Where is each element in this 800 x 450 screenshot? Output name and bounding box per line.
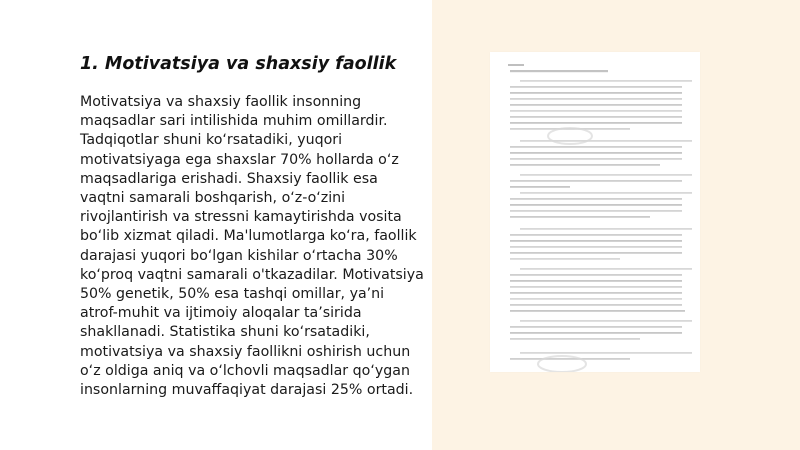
document-text-line [510, 286, 682, 288]
document-text-line [510, 146, 682, 148]
document-text-line [510, 298, 682, 300]
document-text-line [510, 292, 682, 294]
document-text-line [510, 258, 620, 260]
document-text-line [510, 180, 682, 182]
document-text-line [510, 304, 682, 306]
document-text-line [510, 310, 685, 312]
document-text-line [520, 140, 692, 142]
document-text-line [510, 70, 608, 72]
document-text-line [520, 268, 692, 270]
document-text-line [510, 204, 682, 206]
document-text-line [510, 198, 682, 200]
document-text-line [510, 104, 682, 106]
document-text-line [520, 192, 692, 194]
document-text-line [508, 64, 524, 66]
document-text-line [510, 332, 682, 334]
document-text-line [510, 92, 682, 94]
document-text-line [510, 246, 682, 248]
slide-body-text: Motivatsiya va shaxsiy faollik insonning maqsadlar sari intilishida muhim omillardir. Tadqiqotlar shuni ko‘rsatadiki, yuqori motivatsiyaga ega shaxslar 70% hollarda o‘z maqsadlariga erishadi. Shaxsiy faollik esa vaqtni samarali boshqarish, o‘z-o‘zini rivojlantirish va stressni kamaytirishda vosita bo‘lib xizmat qiladi. Ma'lumotlarga ko‘ra, faollik darajasi yuqori bo‘lgan kishilar o‘rtacha 30% ko‘proq vaqtni samarali o'tkazadilar. Motivatsiya 50% genetik, 50% esa tashqi omillar, ya’ni atrof-muhit va ijtimoiy aloqalar ta’sirida shakllanadi. Statistika shuni ko‘rsatadiki, motivatsiya va shaxsiy faollikni oshirish uchun o‘z oldiga aniq va o‘lchovli maqsadlar qo‘ygan insonlarning muvaffaqiyat darajasi 25% ortadi. [80, 94, 424, 399]
document-text-line [510, 86, 682, 88]
document-text-line [510, 116, 682, 118]
document-text-line [510, 252, 682, 254]
document-text-line [520, 228, 692, 230]
document-text-line [520, 174, 692, 176]
document-text-line [510, 186, 570, 188]
document-text-line [510, 274, 682, 276]
document-text-line [510, 122, 682, 124]
document-text-line [510, 280, 682, 282]
document-text-line [510, 110, 682, 112]
document-text-line [510, 326, 682, 328]
document-text-line [510, 158, 682, 160]
document-text-line [520, 320, 692, 322]
document-text-line [510, 234, 682, 236]
document-page-illustration [490, 52, 700, 372]
document-text-line [510, 164, 660, 166]
document-text-line [510, 210, 682, 212]
document-page-image [490, 52, 700, 372]
document-text-line [510, 98, 682, 100]
slide-heading: 1. Motivatsiya va shaxsiy faollik [80, 54, 397, 74]
document-text-line [510, 152, 682, 154]
document-text-line [510, 338, 640, 340]
document-text-line [510, 358, 630, 360]
document-text-line [510, 240, 682, 242]
document-text-line [520, 80, 692, 82]
document-text-line [520, 352, 692, 354]
document-text-line [510, 216, 650, 218]
